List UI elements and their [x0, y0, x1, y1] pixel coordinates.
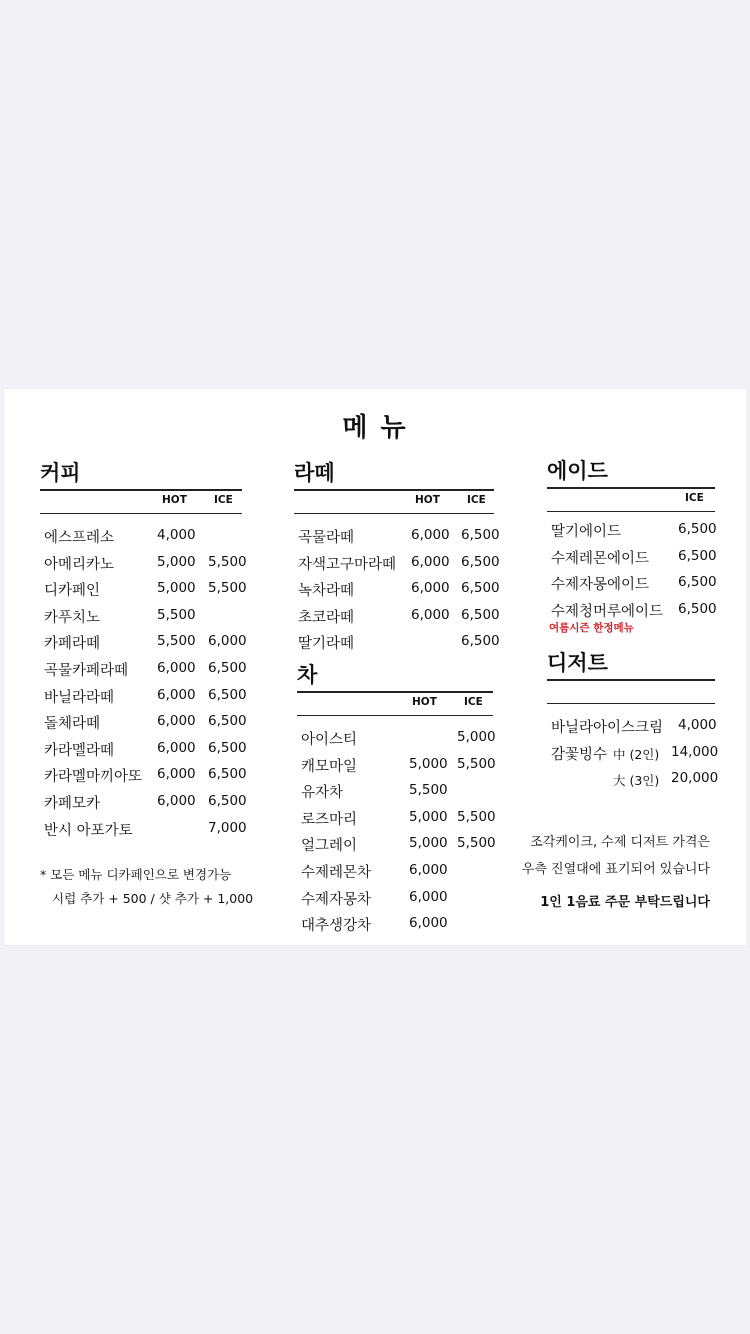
list-item: 초코라떼 6,000 6,500 — [298, 606, 500, 626]
coffee-title: 커피 — [40, 461, 81, 485]
tea-title: 차 — [297, 663, 318, 687]
list-item: 디카페인 5,000 5,500 — [44, 580, 247, 600]
dessert-rule-bottom — [547, 703, 715, 704]
latte-list — [294, 522, 500, 655]
list-item: 얼그레이 5,000 5,500 — [301, 835, 496, 855]
hot-label: HOT — [415, 494, 440, 506]
list-item: 수제자몽차 6,000 — [301, 888, 448, 908]
coffee-header — [40, 491, 242, 511]
ice-label: ICE — [214, 494, 233, 506]
ade-list — [547, 516, 715, 622]
list-item: 아이스티 5,000 — [301, 729, 496, 748]
ade-title: 에이드 — [547, 459, 608, 483]
list-item: 수제레몬에이드 6,500 — [551, 547, 717, 567]
decaf-note: * 모든 메뉴 디카페인으로 변경가능 — [40, 867, 232, 882]
list-item: 캐모마일 5,000 5,500 — [301, 755, 496, 775]
list-item: 수제레몬차 6,000 — [301, 861, 448, 881]
list-item: 수제청머루에이드 6,500 — [551, 600, 717, 620]
latte-title: 라떼 — [294, 461, 335, 485]
cake-note-line1: 조각케이크, 수제 디저트 가격은 — [530, 835, 710, 850]
menu-title: 메 뉴 — [342, 413, 408, 443]
list-item: 감꽃빙수 中 (2인) 14,000 — [551, 743, 719, 763]
list-item: 카페라떼 5,500 6,000 — [44, 633, 247, 653]
ade-header — [547, 489, 715, 509]
list-item: 딸기라떼 6,500 — [298, 633, 500, 653]
list-item: 바닐라라떼 6,000 6,500 — [44, 686, 247, 706]
list-item: 대추생강차 6,000 — [301, 915, 448, 935]
ice-label: ICE — [685, 492, 704, 504]
hot-label: HOT — [162, 494, 187, 506]
ice-label: ICE — [464, 696, 483, 708]
footer-note-right — [470, 829, 710, 916]
list-item: 바닐라아이스크림 4,000 — [551, 717, 717, 736]
dessert-title: 디저트 — [547, 651, 608, 675]
coffee-list — [40, 522, 247, 841]
extras-note: 시럽 추가 + 500 / 샷 추가 + 1,000 — [52, 891, 254, 906]
list-item: 수제자몽에이드 6,500 — [551, 574, 717, 594]
list-item: 아메리카노 5,000 5,500 — [44, 553, 247, 573]
menu-board — [4, 389, 746, 945]
dessert-section — [547, 649, 719, 792]
list-item: 반시 아포가토 7,000 — [44, 819, 247, 839]
tea-list — [297, 724, 496, 937]
list-item: 유자차 5,500 — [301, 782, 448, 802]
list-item: 로즈마리 5,000 5,500 — [301, 808, 496, 828]
latte-rule-bottom — [294, 513, 494, 514]
list-item: 녹차라떼 6,000 6,500 — [298, 580, 500, 600]
tea-rule-bottom — [297, 715, 493, 716]
ade-section — [547, 457, 715, 635]
list-item: 에스프레소 4,000 — [44, 527, 196, 546]
order-policy-note: 1인 1음료 주문 부탁드립니다 — [540, 895, 710, 910]
list-item: 딸기에이드 6,500 — [551, 521, 717, 540]
footer-note-left — [40, 863, 260, 911]
ade-rule-bottom — [547, 511, 715, 512]
dessert-list — [547, 712, 719, 792]
hot-label: HOT — [412, 696, 437, 708]
list-item: 곡물카페라떼 6,000 6,500 — [44, 659, 247, 679]
list-item: 돌체라떼 6,000 6,500 — [44, 713, 247, 733]
tea-header — [297, 693, 493, 713]
list-item: 大 (3인) 20,000 — [613, 770, 719, 789]
list-item: 카라멜라떼 6,000 6,500 — [44, 739, 247, 759]
list-item: 카라멜마끼아또 6,000 6,500 — [44, 766, 247, 786]
coffee-section — [40, 459, 247, 841]
coffee-rule-bottom — [40, 513, 242, 514]
list-item: 카푸치노 5,500 — [44, 606, 196, 626]
list-item: 곡물라떼 6,000 6,500 — [298, 527, 500, 546]
list-item: 자색고구마라떼 6,000 6,500 — [298, 553, 500, 573]
ice-label: ICE — [467, 494, 486, 506]
tea-section — [297, 661, 496, 937]
latte-header — [294, 491, 494, 511]
list-item: 카페모카 6,000 6,500 — [44, 792, 247, 812]
cake-note-line2: 우측 진열대에 표기되어 있습니다 — [521, 862, 710, 877]
latte-section — [294, 459, 500, 655]
seasonal-note: 여름시즌 한정메뉴 — [549, 622, 634, 635]
